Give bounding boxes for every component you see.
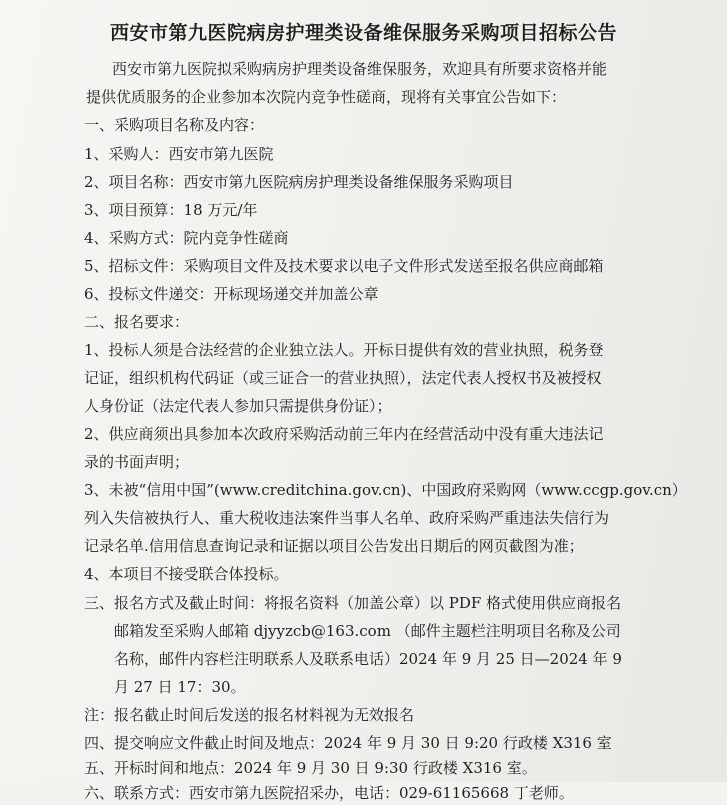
section-3-line-1: 三、报名方式及截止时间：将报名资料（加盖公章）以 PDF 格式使用供应商报名 [84,594,622,612]
item-bid-documents: 5、招标文件：采购项目文件及技术要求以电子文件形式发送至报名供应商邮箱 [84,257,604,275]
section-1-heading: 一、采购项目名称及内容： [84,116,265,134]
intro-line-2: 提供优质服务的企业参加本次院内竞争性磋商，现将有关事宜公告如下： [86,88,567,106]
section-3-line-2: 邮箱发至采购人邮箱 djyyzcb@163.com （邮件主题栏注明项目名称及公司 [114,622,621,640]
requirement-2-line-2: 录的书面声明； [84,453,190,471]
item-submission: 6、投标文件递交：开标现场递交并加盖公章 [84,285,379,303]
requirement-3-line-1: 3、未被“信用中国”(www.creditchina.gov.cn)、中国政府采购网（www.ccgp.gov.cn） [84,481,687,499]
item-purchaser: 1、采购人：西安市第九医院 [84,145,274,163]
section-3-line-4: 月 27 日 17：30。 [114,678,246,696]
section-6-line: 六、联系方式：西安市第九医院招采办，电话：029-61165668 丁老师。 [84,784,574,802]
item-budget: 3、项目预算：18 万元/年 [84,201,258,219]
note-line: 注：报名截止时间后发送的报名材料视为无效报名 [84,706,415,724]
intro-line-1: 西安市第九医院拟采购病房护理类设备维保服务，欢迎具有所要求资格并能 [112,60,608,78]
requirement-1-line-2: 记证，组织机构代码证（或三证合一的营业执照），法定代表人授权书及被授权 [84,369,602,387]
requirement-1-line-3: 人身份证（法定代表人参加只需提供身份证）； [84,397,392,415]
requirement-4: 4、本项目不接受联合体投标。 [84,565,289,583]
requirement-2-line-1: 2、供应商须出具参加本次政府采购活动前三年内在经营活动中没有重大违法记 [84,425,604,443]
requirement-1-line-1: 1、投标人须是合法经营的企业独立法人。开标日提供有效的营业执照，税务登 [84,341,604,359]
item-project-name: 2、项目名称：西安市第九医院病房护理类设备维保服务采购项目 [84,173,514,191]
section-4-line: 四、提交响应文件截止时间及地点：2024 年 9 月 30 日 9:20 行政楼 X316 室 [84,734,612,752]
notice-title: 西安市第九医院病房护理类设备维保服务采购项目招标公告 [109,22,617,44]
section-5-line: 五、开标时间和地点：2024 年 9 月 30 日 9:30 行政楼 X316 室。 [84,759,537,777]
requirement-3-line-3: 记录名单.信用信息查询记录和证据以项目公告发出日期后的网页截图为准； [84,537,584,555]
requirement-3-line-2: 列入失信被执行人、重大税收违法案件当事人名单、政府采购严重违法失信行为 [84,509,610,527]
section-3-line-3: 名称，邮件内容栏注明联系人及联系电话）2024 年 9 月 25 日—2024 年 9 [114,650,622,668]
section-2-heading: 二、报名要求： [84,313,190,331]
item-method: 4、采购方式：院内竞争性磋商 [84,229,289,247]
